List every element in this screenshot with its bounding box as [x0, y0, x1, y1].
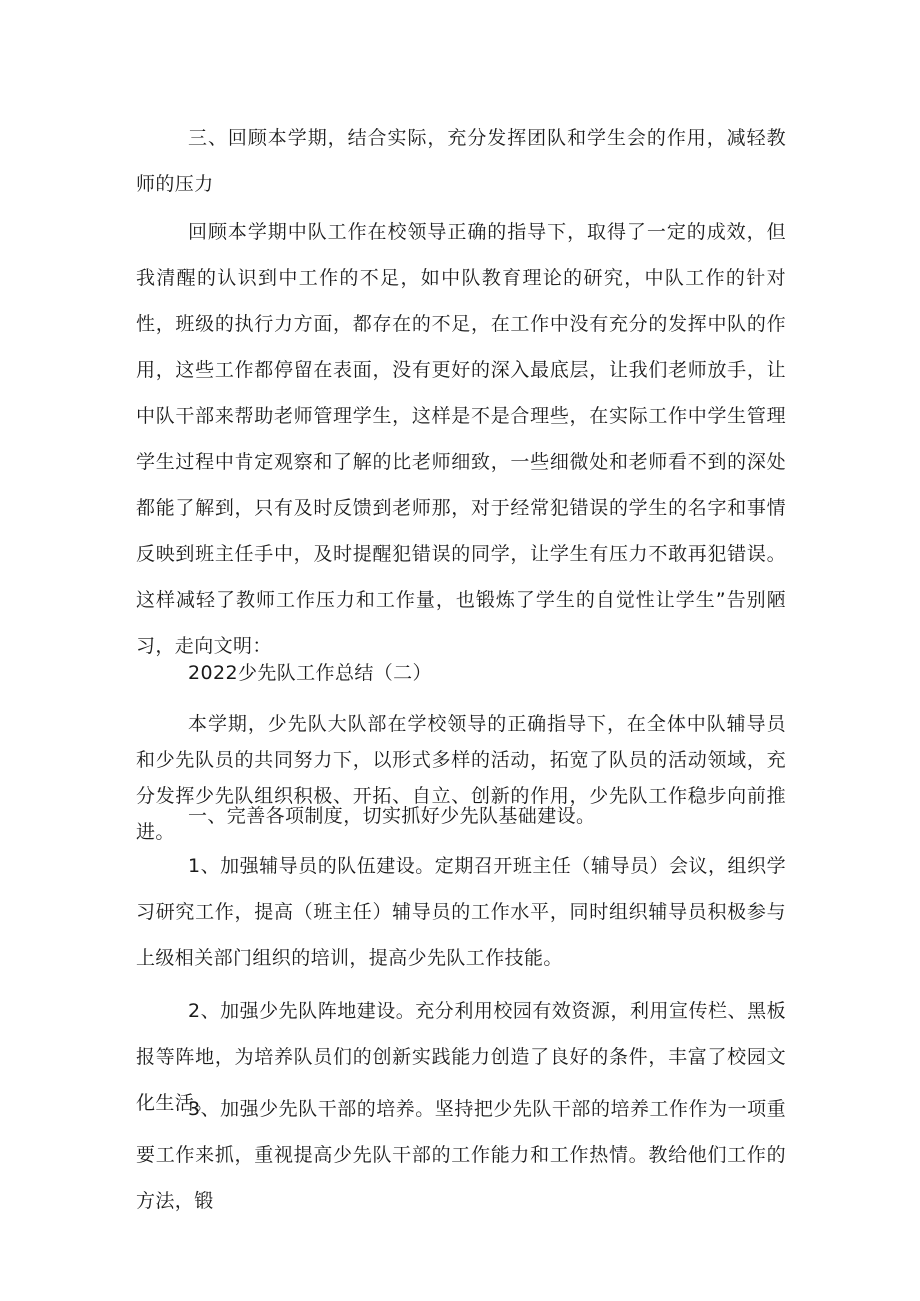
section3-body: 回顾本学期中队工作在校领导正确的指导下，取得了一定的成效，但我清醒的认识到中工作的不足，如中队教育理论的研究，中队工作的针对性，班级的执行力方面，都存在的不足，在工作中没有充分的发挥中队的作用，这些工作都停留在表面，没有更好的深入最底层，让我们老师放手，让中队干部来帮助老师管理学生，这样是不是合理些，在实际工作中学生管理学生过程中肯定观察和了解的比老师细致，一些细微处和老师看不到的深处都能了解到，只有及时反馈到老师那，对于经常犯错误的学生的名字和事情反映到班主任手中，及时提醒犯错误的同学，让学生有压力不敢再犯错误。这样减轻了教师工作压力和工作量，也锻炼了学生的自觉性让学生”告别陋习，走向文明：: [136, 221, 786, 657]
intro-paragraph: 本学期，少先队大队部在学校领导的正确指导下，在全体中队辅导员和少先队员的共同努力下，以形式多样的活动，拓宽了队员的活动领域，充分发挥少先队组织积极、开拓、自立、创新的作用，少先队工作稳步向前推进。: [136, 713, 786, 843]
item-3: 3、加强少先队干部的培养。坚持把少先队干部的培养工作作为一项重要工作来抓，重视提高少先队干部的工作能力和工作热情。教给他们工作的方法，锻: [136, 1098, 786, 1212]
section1-heading: 一、完善各项制度，切实抓好少先队基础建设。: [188, 805, 596, 827]
section3-heading: 三、回顾本学期，结合实际，充分发挥团队和学生会的作用，减轻教师的压力: [136, 127, 786, 195]
item-2: 2、加强少先队阵地建设。充分利用校园有效资源，利用宣传栏、黑板报等阵地，为培养队员们的创新实践能力创造了良好的条件，丰富了校园文化生活。: [136, 1000, 786, 1114]
summary-title: 2022少先队工作总结（二）: [188, 662, 432, 684]
item-1: 1、加强辅导员的队伍建设。定期召开班主任（辅导员）会议，组织学习研究工作，提高（班主任）辅导员的工作水平，同时组织辅导员积极参与上级相关部门组织的培训，提高少先队工作技能。: [136, 855, 786, 969]
